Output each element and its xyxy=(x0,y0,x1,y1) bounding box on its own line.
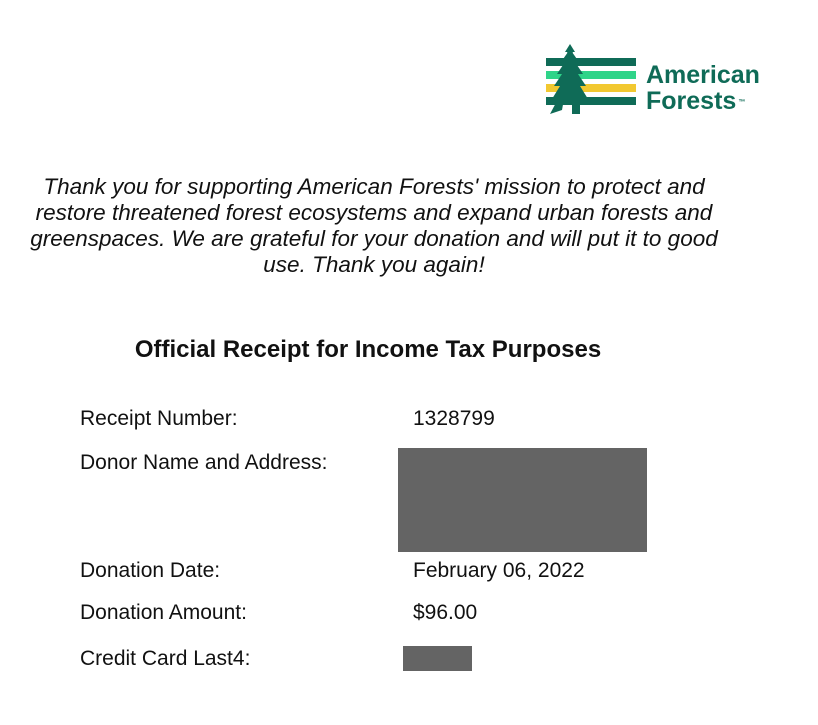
credit-card-redaction xyxy=(403,646,472,671)
receipt-title: Official Receipt for Income Tax Purposes xyxy=(134,336,602,363)
logo-line-2-text: Forests xyxy=(646,87,737,115)
donation-date-value: February 06, 2022 xyxy=(413,559,585,582)
donor-address-redaction xyxy=(398,448,647,552)
donation-amount-value: $96.00 xyxy=(413,601,478,624)
credit-card-last4-label: Credit Card Last4: xyxy=(80,647,251,670)
tree-icon xyxy=(546,44,638,118)
american-forests-logo xyxy=(546,44,796,118)
logo-line-1: American xyxy=(646,61,760,89)
receipt-number-value: 1328799 xyxy=(413,407,495,430)
donor-name-address-label: Donor Name and Address: xyxy=(80,451,328,474)
trademark-symbol: ™ xyxy=(738,99,746,106)
donation-amount-label: Donation Amount: xyxy=(80,601,247,624)
logo-line-2 xyxy=(646,88,760,114)
receipt-number-label: Receipt Number: xyxy=(80,407,238,430)
logo-wordmark xyxy=(646,62,760,114)
thank-you-message: Thank you for supporting American Forests' mission to protect and restore threatened forest ecosystems and expand urban forests and greenspaces. We are grateful for your donation and will put it to good use. Thank you again! xyxy=(30,174,718,277)
donation-date-label: Donation Date: xyxy=(80,559,221,582)
